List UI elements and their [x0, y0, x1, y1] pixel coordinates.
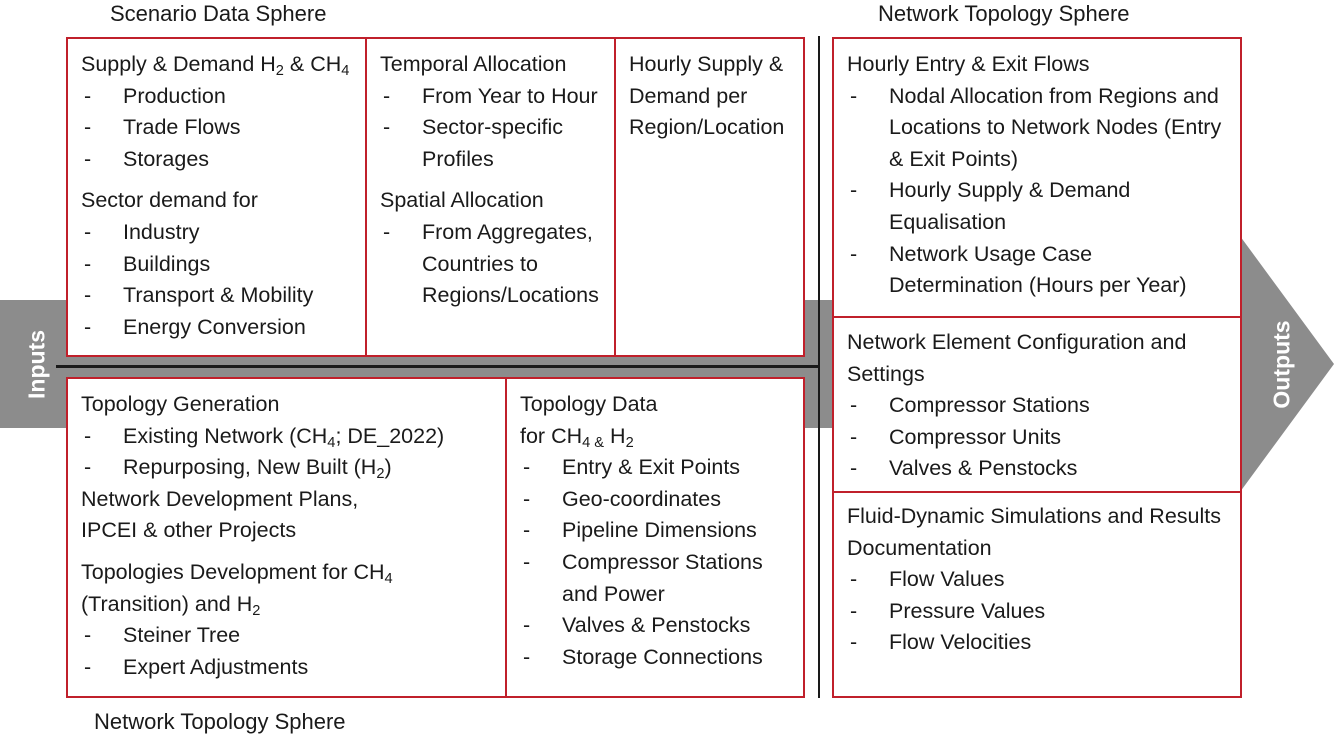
- hourly-flows-box: [832, 37, 1242, 318]
- list-item: - Nodal Allocation from Regions and Locations to Network Nodes (Entry & Exit Points): [847, 81, 1225, 176]
- network-element-list: [847, 390, 1228, 485]
- network-development-plans: Network Development Plans, IPCEI & other Projects: [81, 486, 359, 543]
- fluid-dynamic-box: [832, 491, 1242, 698]
- list-item: - Compressor Stations and Power: [520, 547, 772, 610]
- list-item: - Steiner Tree: [81, 620, 493, 652]
- list-item: - Compressor Units: [847, 422, 1228, 454]
- list-item: - From Year to Hour: [380, 81, 602, 113]
- list-item: - Storages: [81, 144, 353, 176]
- inputs-label: Inputs: [23, 330, 50, 399]
- fluid-dynamic-list: [847, 564, 1228, 659]
- temporal-allocation-box: [365, 37, 616, 357]
- horizontal-divider: [56, 365, 820, 368]
- fluid-dynamic-title: Fluid-Dynamic Simulations and Results Documentation: [847, 504, 1222, 560]
- sector-demand-title: Sector demand for: [81, 188, 258, 213]
- list-item: - Repurposing, New Built $(H_2)$: [81, 452, 493, 484]
- topology-data-box: [505, 377, 805, 698]
- scenario-sphere-title: Scenario Data Sphere: [110, 1, 327, 26]
- list-item: - Entry & Exit Points: [520, 452, 791, 484]
- topology-data-list: [520, 452, 791, 673]
- supply-demand-list: [81, 81, 353, 176]
- topology-data-title: Topology Data: [520, 392, 658, 416]
- list-item: - Flow Values: [847, 564, 1228, 596]
- list-item: - Network Usage Case Determination (Hours per Year): [847, 239, 1209, 302]
- list-item: - Industry: [81, 217, 353, 249]
- topology-generation-title: Topology Generation: [81, 392, 280, 416]
- topology-generation-box: [66, 377, 507, 698]
- list-item: - Pressure Values: [847, 596, 1228, 628]
- list-item: - Valves & Penstocks: [520, 610, 791, 642]
- supply-demand-title: Supply & Demand $H_2$ & $CH_4$: [81, 52, 350, 80]
- network-sphere-title-top: Network Topology Sphere: [878, 1, 1130, 26]
- spatial-allocation-list: [380, 217, 602, 312]
- hourly-flows-list: [847, 81, 1228, 302]
- list-item: - Energy Conversion: [81, 312, 353, 344]
- temporal-allocation-title: Temporal Allocation: [380, 52, 567, 76]
- list-item: - Pipeline Dimensions: [520, 515, 791, 547]
- network-element-box: [832, 316, 1242, 493]
- list-item: - Valves & Penstocks: [847, 453, 1228, 485]
- supply-demand-box: [66, 37, 367, 357]
- hourly-supply-demand-text: Hourly Supply & Demand per Region/Location: [629, 52, 785, 140]
- list-item: - Trade Flows: [81, 112, 353, 144]
- list-item: - Geo-coordinates: [520, 484, 791, 516]
- list-item: - Sector-specific Profiles: [380, 112, 592, 175]
- topology-data-subtitle: for $CH_{4 \&}$ $H_2$: [520, 423, 634, 451]
- list-item: - Storage Connections: [520, 642, 791, 674]
- hourly-flows-title: Hourly Entry & Exit Flows: [847, 52, 1090, 76]
- topologies-development-title: Topologies Development for $CH_4$ (Transition) and $H_2$: [81, 559, 393, 619]
- temporal-allocation-list: [380, 81, 602, 176]
- network-sphere-title-bottom: Network Topology Sphere: [94, 709, 346, 734]
- network-element-title: Network Element Configuration and Settings: [847, 330, 1187, 386]
- list-item: - Buildings: [81, 249, 353, 281]
- sector-demand-list: [81, 217, 353, 343]
- spatial-allocation-title: Spatial Allocation: [380, 188, 544, 213]
- list-item: - From Aggregates, Countries to Regions/Locations: [380, 217, 602, 312]
- list-item: - Transport & Mobility: [81, 280, 353, 312]
- list-item: - Production: [81, 81, 353, 113]
- list-item: - Flow Velocities: [847, 627, 1228, 659]
- list-item: - Compressor Stations: [847, 390, 1228, 422]
- hourly-supply-demand-box: [614, 37, 805, 357]
- list-item: - Expert Adjustments: [81, 652, 493, 684]
- list-item: - Hourly Supply & Demand Equalisation: [847, 175, 1159, 238]
- topologies-development-list: [81, 620, 493, 683]
- outputs-label: Outputs: [1268, 320, 1295, 409]
- topology-generation-list: [81, 421, 493, 484]
- list-item: - Existing Network ($CH_4$; DE_2022): [81, 421, 493, 453]
